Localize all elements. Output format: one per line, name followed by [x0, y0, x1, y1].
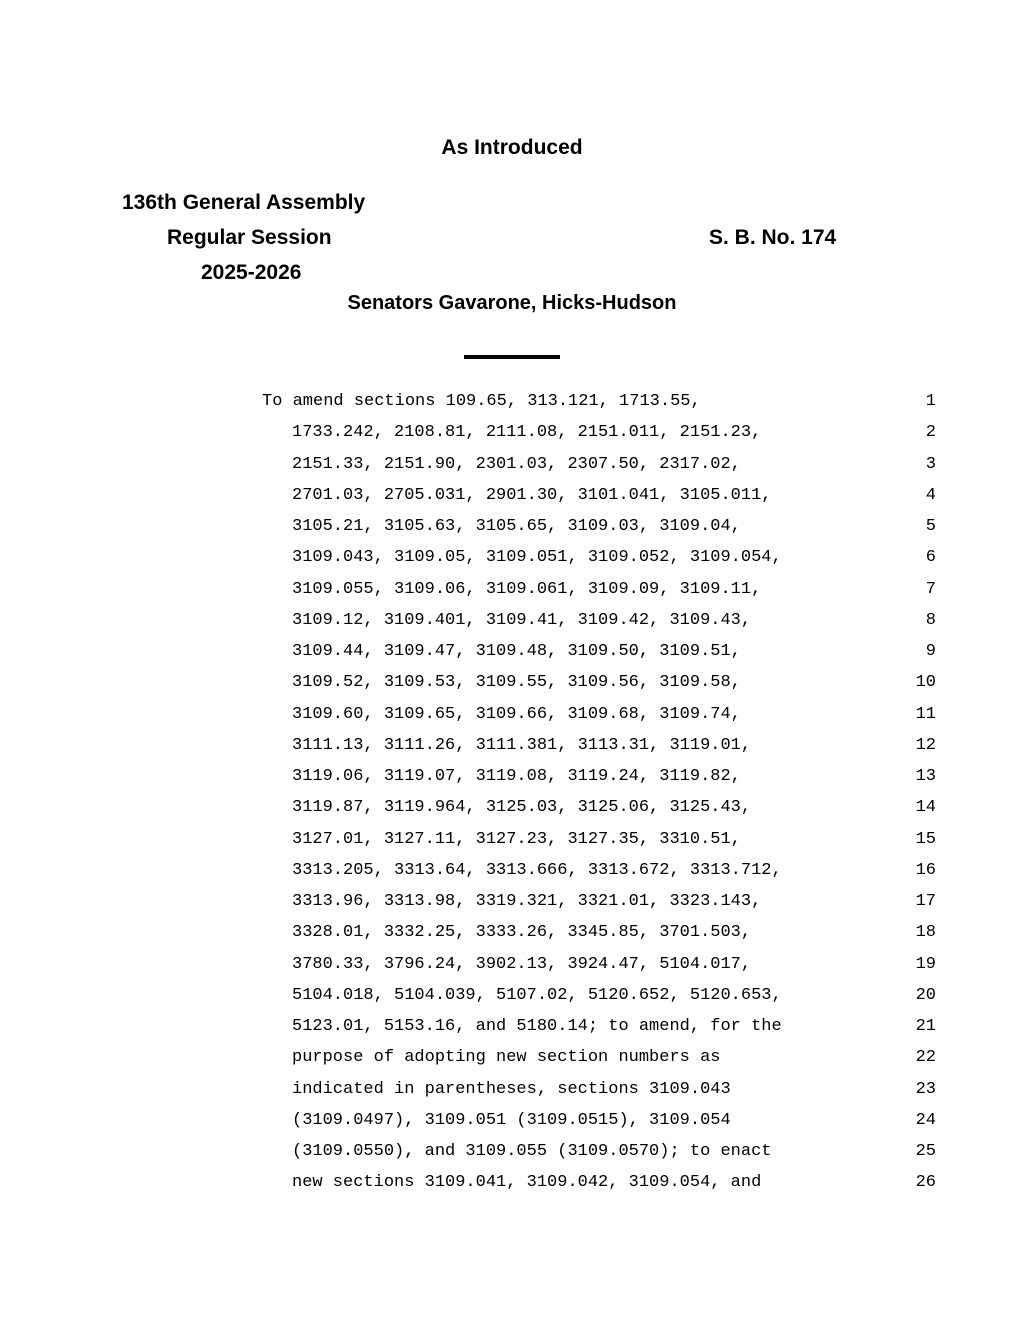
line-number: 4: [925, 485, 936, 505]
line-text: 3109.12, 3109.401, 3109.41, 3109.42, 3109.43,: [292, 610, 752, 630]
bill-text-line: [0, 889, 1024, 920]
bill-text-line: [0, 858, 1024, 889]
line-number: 5: [925, 517, 936, 536]
line-text: 3119.06, 3119.07, 3119.08, 3119.24, 3119.82,: [292, 767, 741, 786]
bill-text-line: [0, 1108, 1024, 1139]
line-number: 24: [915, 1110, 936, 1130]
line-text: 3109.44, 3109.47, 3109.48, 3109.50, 3109.51,: [292, 642, 741, 661]
line-number: 9: [925, 642, 936, 661]
line-number: 20: [915, 985, 936, 1005]
bill-text-line: [0, 702, 1024, 733]
line-number: 3: [925, 454, 936, 474]
line-text: purpose of adopting new section numbers as: [292, 1048, 721, 1068]
line-text: To amend sections 109.65, 313.121, 1713.55,: [262, 392, 701, 411]
bill-text-line: [0, 514, 1024, 545]
line-text: 3127.01, 3127.11, 3127.23, 3127.35, 3310.51,: [292, 829, 741, 849]
line-number: 11: [915, 704, 936, 724]
line-number: 13: [915, 767, 936, 786]
line-number: 16: [915, 860, 936, 880]
bill-text-line: [0, 1077, 1024, 1108]
line-text: 5104.018, 5104.039, 5107.02, 5120.652, 5120.653,: [292, 985, 782, 1005]
bill-text-line: [0, 608, 1024, 639]
bill-number: S. B. No. 174: [709, 226, 837, 249]
line-text: new sections 3109.041, 3109.042, 3109.054, and: [292, 1173, 762, 1193]
line-number: 26: [915, 1173, 936, 1193]
bill-text-line: [0, 827, 1024, 858]
line-text: 3119.87, 3119.964, 3125.03, 3125.06, 3125.43,: [292, 798, 752, 818]
bill-text-line: [0, 452, 1024, 483]
line-number: 22: [915, 1048, 936, 1068]
bill-text-line: [0, 420, 1024, 451]
bill-text: [0, 389, 1024, 1202]
line-text: 3109.043, 3109.05, 3109.051, 3109.052, 3109.054,: [292, 548, 782, 568]
bill-text-line: [0, 920, 1024, 951]
line-number: 6: [925, 548, 936, 568]
line-text: 1733.242, 2108.81, 2111.08, 2151.011, 2151.23,: [292, 423, 762, 443]
bill-text-line: [0, 1170, 1024, 1201]
line-number: 18: [915, 923, 936, 943]
bill-text-line: [0, 952, 1024, 983]
line-text: (3109.0550), and 3109.055 (3109.0570); to enact: [292, 1142, 772, 1161]
line-text: 3328.01, 3332.25, 3333.26, 3345.85, 3701.503,: [292, 923, 752, 943]
bill-text-line: [0, 733, 1024, 764]
bill-status: As Introduced: [441, 136, 583, 159]
line-text: 2151.33, 2151.90, 2301.03, 2307.50, 2317.02,: [292, 454, 741, 474]
line-number: 12: [915, 735, 936, 755]
line-number: 23: [915, 1079, 936, 1099]
line-text: (3109.0497), 3109.051 (3109.0515), 3109.054: [292, 1110, 731, 1130]
line-number: 14: [915, 798, 936, 818]
line-text: 3313.96, 3313.98, 3319.321, 3321.01, 3323.143,: [292, 892, 762, 911]
title-divider: [464, 355, 560, 359]
bill-text-line: [0, 545, 1024, 576]
line-number: 8: [925, 610, 936, 630]
line-number: 21: [915, 1017, 936, 1036]
bill-text-line: [0, 483, 1024, 514]
line-number: 10: [915, 673, 936, 693]
line-number: 25: [915, 1142, 936, 1161]
line-text: 2701.03, 2705.031, 2901.30, 3101.041, 3105.011,: [292, 485, 772, 505]
session-name: Regular Session: [167, 226, 332, 249]
bill-text-line: [0, 389, 1024, 420]
bill-text-line: [0, 795, 1024, 826]
bill-text-line: [0, 670, 1024, 701]
bill-text-line: [0, 577, 1024, 608]
line-text: 3109.055, 3109.06, 3109.061, 3109.09, 3109.11,: [292, 579, 762, 599]
bill-text-line: [0, 1014, 1024, 1045]
general-assembly: 136th General Assembly: [122, 191, 366, 214]
line-number: 1: [925, 392, 936, 411]
line-text: 5123.01, 5153.16, and 5180.14; to amend, for the: [292, 1017, 782, 1036]
line-number: 17: [915, 892, 936, 911]
line-text: 3111.13, 3111.26, 3111.381, 3113.31, 3119.01,: [292, 735, 752, 755]
bill-text-line: [0, 1139, 1024, 1170]
line-text: 3780.33, 3796.24, 3902.13, 3924.47, 5104.017,: [292, 954, 752, 974]
line-number: 15: [915, 829, 936, 849]
line-text: 3109.52, 3109.53, 3109.55, 3109.56, 3109.58,: [292, 673, 741, 693]
line-number: 7: [925, 579, 936, 599]
bill-text-line: [0, 764, 1024, 795]
line-text: indicated in parentheses, sections 3109.043: [292, 1079, 731, 1099]
line-text: 3105.21, 3105.63, 3105.65, 3109.03, 3109.04,: [292, 517, 741, 536]
bill-sponsors: Senators Gavarone, Hicks-Hudson: [347, 292, 677, 314]
bill-text-line: [0, 1045, 1024, 1076]
line-text: 3109.60, 3109.65, 3109.66, 3109.68, 3109.74,: [292, 704, 741, 724]
session-years: 2025-2026: [201, 261, 302, 284]
bill-text-line: [0, 639, 1024, 670]
line-text: 3313.205, 3313.64, 3313.666, 3313.672, 3313.712,: [292, 860, 782, 880]
bill-text-line: [0, 983, 1024, 1014]
line-number: 2: [925, 423, 936, 443]
line-number: 19: [915, 954, 936, 974]
